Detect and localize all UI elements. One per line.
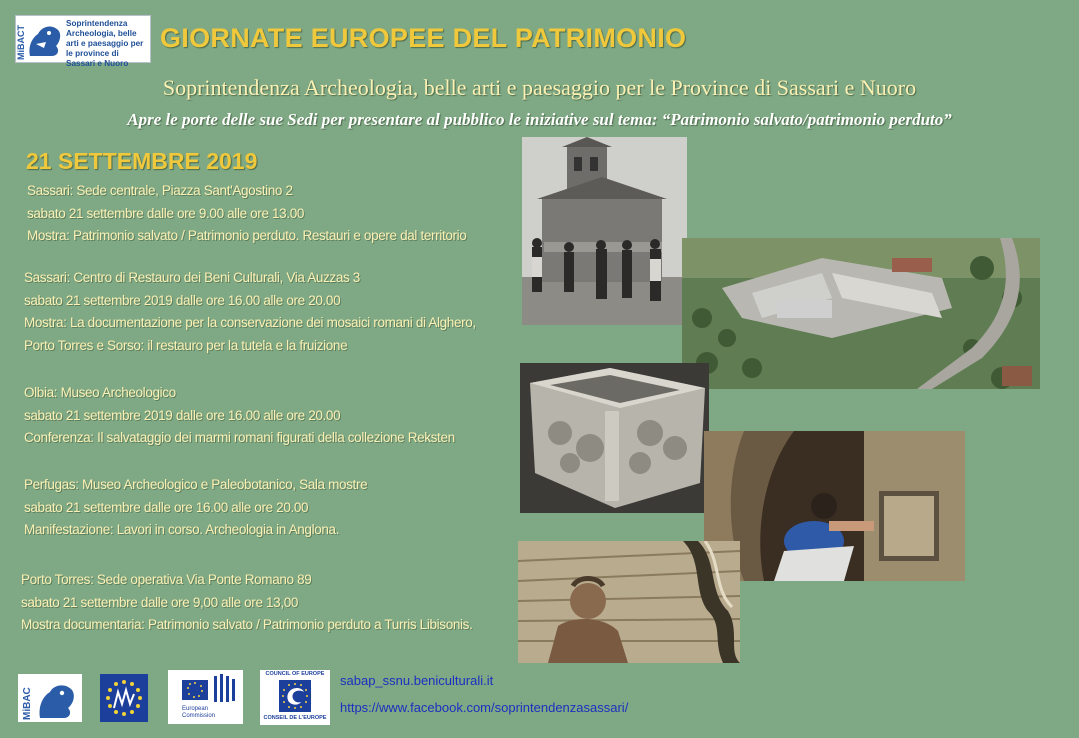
event-line: Mostra: Patrimonio salvato / Patrimonio perduto. Restauri e opere dal territorio <box>27 228 467 244</box>
event-line: sabato 21 settembre 2019 dalle ore 16.00 alle ore 20.00 <box>24 407 341 423</box>
photo-marble-sarcophagus <box>520 363 709 513</box>
european-commission-logo <box>168 670 243 724</box>
event-line: Porto Torres: Sede operativa Via Ponte Romano 89 <box>21 572 312 587</box>
event-line: Sassari: Centro di Restauro dei Beni Culturali, Via Auzzas 3 <box>24 270 360 285</box>
page-tagline: Apre le porte delle sue Sedi per presentare al pubblico le iniziative sul tema: “Patrimonio salvato/patrimonio perduto” <box>127 110 952 129</box>
event-line: sabato 21 settembre dalle ore 9.00 alle ore 13.00 <box>27 205 305 221</box>
facebook-link[interactable]: https://www.facebook.com/soprintendenzasassari/ <box>340 700 629 715</box>
event-sassari-restauro <box>24 267 476 358</box>
event-line: Sassari: Sede centrale, Piazza Sant'Agostino 2 <box>27 183 293 198</box>
council-of-europe-logo <box>260 670 330 725</box>
photo-church-historic <box>522 137 687 325</box>
event-date: 21 SETTEMBRE 2019 <box>26 148 258 174</box>
eu-stars-icon <box>100 674 148 722</box>
photo-roman-mosaic <box>518 541 740 663</box>
council-bottom-label: CONSEIL DE L'EUROPE <box>263 715 327 721</box>
page-subtitle: Soprintendenza Archeologia, belle arti e paesaggio per le Province di Sassari e Nuoro <box>162 75 917 100</box>
mibact-logo-icon <box>16 16 68 62</box>
mibact-logo <box>15 15 151 68</box>
event-line: Perfugas: Museo Archeologico e Paleobotanico, Sala mostre <box>24 477 368 492</box>
council-top-label: COUNCIL OF EUROPE <box>265 671 325 677</box>
event-perfugas <box>24 474 367 542</box>
event-line: Mostra documentaria: Patrimonio salvato / Patrimonio perduto a Turris Libisonis. <box>21 617 473 633</box>
svg-text:MiBACT: MiBACT <box>16 25 26 60</box>
photo-excavation-worker <box>704 431 965 581</box>
event-line: sabato 21 settembre dalle ore 9,00 alle ore 13,00 <box>21 594 299 610</box>
page-title: GIORNATE EUROPEE DEL PATRIMONIO <box>160 23 687 53</box>
event-line: Porto Torres e Sorso: il restauro per la tutela e la fruizione <box>24 338 348 354</box>
photo-aerial-building <box>682 238 1040 389</box>
event-line: sabato 21 settembre dalle ore 16.00 alle ore 20.00 <box>24 499 309 515</box>
event-porto-torres <box>21 569 472 637</box>
mibac-footer-logo <box>18 674 82 722</box>
event-line: Mostra: La documentazione per la conservazione dei mosaici romani di Alghero, <box>24 315 476 331</box>
event-line: sabato 21 settembre 2019 dalle ore 16.00 alle ore 20.00 <box>24 292 341 308</box>
event-line: Conferenza: Il salvataggio dei marmi romani figurati della collezione Reksten <box>24 430 455 446</box>
event-line: Manifestazione: Lavori in corso. Archeologia in Anglona. <box>24 522 340 538</box>
event-line: Olbia: Museo Archeologico <box>24 385 176 400</box>
event-sassari-sede <box>27 180 466 248</box>
svg-text:MiBAC: MiBAC <box>22 687 33 720</box>
website-link[interactable]: sabap_ssnu.beniculturali.it <box>340 673 494 688</box>
european-commission-icon <box>168 670 243 706</box>
event-olbia <box>24 382 455 450</box>
council-of-europe-icon <box>279 680 311 712</box>
european-commission-label: European Commission <box>182 706 216 719</box>
logo-text: Soprintendenza Archeologia, belle arti e paesaggio per le province di Sassari e Nuoro <box>66 19 144 68</box>
mibact-logo-icon <box>18 674 82 722</box>
